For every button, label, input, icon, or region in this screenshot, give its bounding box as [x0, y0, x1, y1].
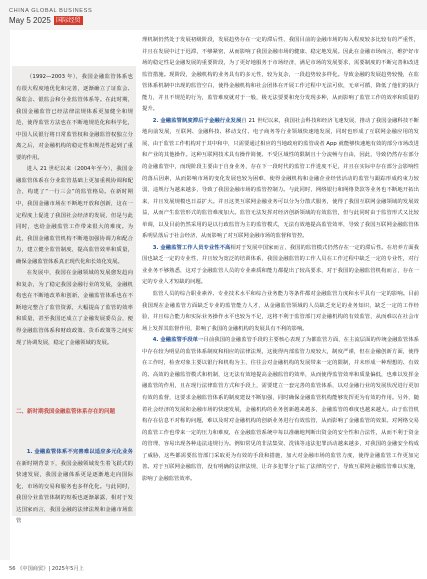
side-margin-band	[0, 30, 10, 560]
right-paragraph-1: 理机制仍然处于发展初级阶段，发展趋势存在一定的滞后性，我国目前的金融市场的每入程度较多比较有的严重性，并且在发展中过于迟滞，不够紧密，从而影响了我国金融市场的健康、稳定地发展。因此在金融市场而言，维护好市场的稳定性是金融发展的重要阶段，为了更好地服务于市场经济，满足市场的发展要求，需要制度的不断完善和改进监管措施。现阶段，金融机构的业务具有的多元性，较为复杂，一段趋势较多样化。导致金融的发展趋势较慢，在监管体系机制中出现的监管空白，使得金融机构和社会团体在开展工作过程中无法可依，无章可循，降低了他们的执行能力，并且不规范的行为，监管难度就对于一般，极无法要要和充分发现多种，从而影响了监管工作的效率和质量的提升。	[142, 37, 419, 113]
heading-3: 3. 金融监管工作人员专业性不高	[152, 244, 231, 251]
body-3: 相对于发展中国家而言，我国的监管模式仍然存在一定的滞后性。在培养方面我国也缺乏一定的专业性，并且较为宽泛的培训体系，我国金融监管的工作人员在工作过程中缺乏一定的专业性，对行业业务不够熟悉，这对于金融监管人员的专业素质和能力都提出了较高要求，对于我国的金融监管机构而言，存在一定的专业人才短缺的问题。	[142, 244, 420, 286]
left-paragraph-3: 在发展中，我国在金融领域的发展愈发趋向和复杂，为了稳定我国金融行业的发展，金融机构也在不断地改革和创新，金融监管体系也在不断地完整合了监管资源，大幅提高了监管的效率和质量，甚至我国还成立了金融发展委员会，便得金融监管体系和财政政策、货币政策等之间实现了协调发展，稳定了金融领域的发展。	[16, 270, 133, 346]
right-paragraph-3	[142, 243, 419, 289]
subsection-body: 在新时期背景下，我国金融领域发生着飞跃式的快速发展，我国金融体系更是逐渐地走向国际化，市场的交易和服务也多样化化。与此同时，我国分业监管体制的短板也逐渐暴露，相对于发达国家而言，我国金融的法律法规和金融市场监管	[16, 460, 133, 525]
right-column-text	[142, 35, 419, 485]
left-column-text	[16, 72, 133, 349]
body-2: 自 21 世纪以来，我国社会科技和经济飞速发展，推动了我国金融科技不断地向前发展，互联网、金融科技、移动支付、电子商务等行业领域快速地发展，同时也形成了互联网金融应用的发展，由于监管工作机构对于其中和中，只需要通过相应的当地政府的监管或者 App 就能够快速地有效的部分市场改进和产业的其他操作。这种互联网技术具有操作简便、不受区域性的限制且十分流畅与自由，因此，导致仍然存在部分的金融监管中，而现阶段主要由于自身业务，存在下一段时代的监管工作进度不足，并且在实际中存在部分会影响性的落后因素，从而影响市场的变化发展也较为困难，使得金融机构和金融企业经营活动的监管与跟踪形成约束力较弱，违规行为越来越多，导致了我国金融市场的监管控制力。与此同时，网络银行和网络贷款等业务也不断地开拓出来，并且发展规模也日益扩大。并且这类互联网金融业务可以分为分散式服务，使得了我国互联网金融领域的发展效益，从而产生监管形式的监管难度加大。监管无法发挥对经济创新领域的有效监管，但与此同时由于监管形式又比较单调，以及目前仍然采用的是以行政监管为主的监管模式，无法有效地提高监管效率，导致了我国互联网金融监管体系明显落后于社会经济，从而影响了对互联网金融市场的监督和管控。	[142, 117, 420, 240]
left-subsection	[16, 447, 133, 528]
heading-4: 4. 金融监管手段单一	[152, 337, 204, 344]
header-band	[0, 0, 427, 30]
right-paragraph-2	[142, 116, 419, 243]
right-paragraph-5	[142, 335, 419, 485]
right-paragraph-4: 监管人员的综合职业素养、专业技术水平和综合业务能力等条件都对金融监管力度和水平具有一定的影响。目前我国现在金融监管方面缺乏专业的监管能力人才，从金融监管领域的人员缺乏充足的业务知识，缺乏一定的工作经验，并且综合能力和实际业务操作水平也较为不足，这将不利于监管部门对金融机构的有效监管，从而难以在社会市场上发挥其监督作用，影响了我国的金融机构的发展具有不利的影响。	[142, 291, 419, 332]
left-paragraph-1: （1992—2003 年），我国金融监管体系也有很大程度地优化和完善，逐渐确立了证监会、保监会、银监会和分业监管体系等。在此时期，我国金融监管已经法律法规体系更加健全和规范，使得监管方法也在不断地规范化和科学化，中国人民银行将日常监管权和金融监管权独立分离之后，对金融机构的稳定性和规范性起到了重要的作用。	[16, 74, 133, 161]
left-subsection-paragraph	[16, 447, 133, 528]
publication-name: CHINA GLOBAL BUSINESS	[9, 8, 93, 14]
section-tag: 国际经贸	[56, 17, 81, 24]
page-footer: 56 《中国商贸》| 2025年5月上	[9, 566, 84, 572]
heading-2: 2. 金融监管制度滞后于金融行业发展	[152, 117, 242, 124]
body-4: 目前我国的金融监管手段的主要核心表现了为都监管方面，在主流层面的传统金融监管体系中存在较为明显的监管体系制度和相应的法律法规，这使得内部监管力度较大，制度严谨，但在金融创新方面，使得在工作时，检查对象主要以银行和机构为主，往往会对金融机构的发展带来一定的限制，并未形成一种理想的、有效的、高效的金融监管模式和机制，这无法有效地提高金融监管的效率，从而使得监管效率和质量偏低，也难以发挥金融监管的作用，且在现行法律监管方式和手段上，需要建立一套完善的监管体系，以对金融行业的发展状况进行更加有效的监督，这要求金融监管体系的制度建设不断加强，同时确保金融监管机构能够发挥更为有效的作用。另外，随着社会经济的发展和金融市场的快速发展，金融机构的业务创新越来越多，金融监管的难度也越来越大。由于监管机构存在信息不对称的问题，难以及时对金融机构的创新业务进行有效监管，从而影响了金融监管的效果。对网络交易的监管工作也带来一定的压力和难度，在金融监管系统中每以准确地判断出资金的安全性和合法性，从而不利于资金的管理，容易出现各种违法违规行为。例如常见的非法集资、洗钱等违法犯罪活动越来越多，对我国的金融安全构成了威胁，这些都需要监管部门采取更为有效的手段和措施，加大对金融市场的监管力度，使得金融监管工作更加完善。对于互联网金融监管，没有明确的法律法规，让许多犯罪分子钻了法律的空子，导致互联网金融监管难以实施，影响了金融监管效率。	[142, 337, 420, 482]
section-heading: 二、新时期我国金融监管体系存在的问题	[16, 409, 116, 415]
subsection-lead: 1. 金融监管体系不完善难以适应多元化业务	[26, 449, 133, 455]
issue-date: May 5 2025	[9, 16, 51, 25]
left-paragraph-2: 进入 21 世纪以来（2004年至今），我国金融监管体系在分业监管基础上更加重视协调和配合，构建了“一行三会”的监管格局。在新时期中，我国金融市场在不断地开放和创新，这在一定程度上促进了我国社会经济的发展，但是与此同时，也给金融监管工作带来很大的难度。为此，我国金融监管机构不断地加强协调力和配合力，建立健全监管制度，提高监管效率和质量，确保金融监管体系真正现代化和长效化发展。	[16, 166, 133, 265]
